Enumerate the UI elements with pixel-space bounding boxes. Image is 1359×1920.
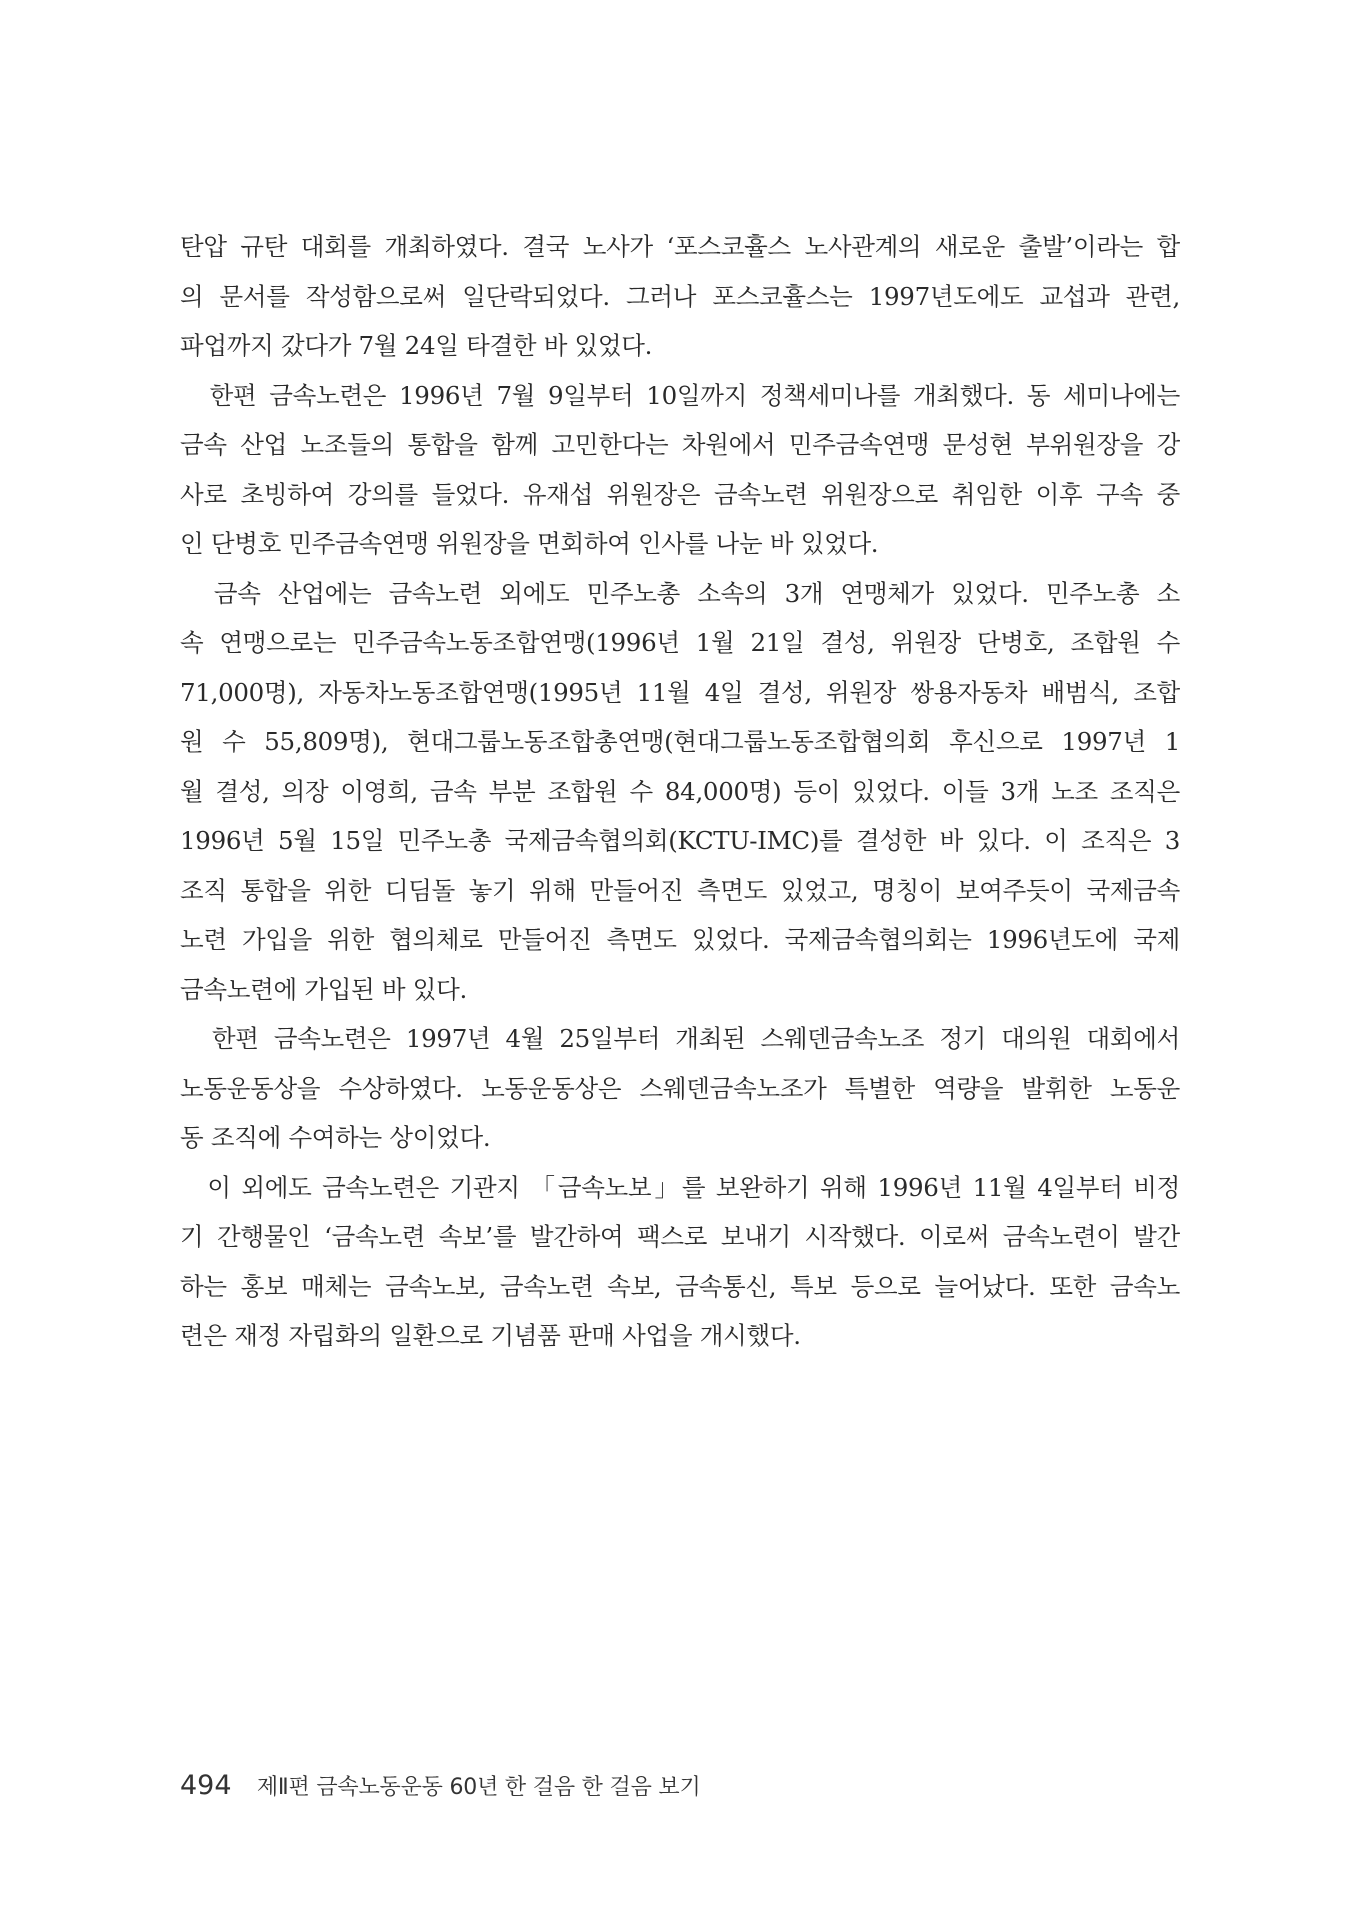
text-line: 인 단병호 민주금속연맹 위원장을 면회하여 인사를 나눈 바 있었다. (180, 529, 879, 558)
text-line: 한편 금속노련은 1996년 7월 9일부터 10일까지 정책세미나를 개최했다. 동 세미나에는 (180, 380, 1180, 410)
text-line: 탄압 규탄 대회를 개최하였다. 결국 노사가 ‘포스코휼스 노사관계의 새로운 출발’이라는 합 (180, 232, 1180, 261)
text-line: 기 간행물인 ‘금속노련 속보’를 발간하여 팩스로 보내기 시작했다. 이로써 금속노련이 발간 (180, 1222, 1180, 1251)
text-line: 노련 가입을 위한 협의체로 만들어진 측면도 있었다. 국제금속협의회는 1996년도에 국제 (180, 925, 1180, 954)
text-line: 사로 초빙하여 강의를 들었다. 유재섭 위원장은 금속노련 위원장으로 취임한 이후 구속 중 (180, 479, 1180, 509)
text-line: 의 문서를 작성함으로써 일단락되었다. 그러나 포스코휼스는 1997년도에도 교섭과 관련, (180, 281, 1180, 311)
text-line: 71,000명), 자동차노동조합연맹(1995년 11월 4일 결성, 위원장 쌍용자동차 배범식, 조합 (180, 677, 1180, 707)
text-line: 속 연맹으로는 민주금속노동조합연맹(1996년 1월 21일 결성, 위원장 단병호, 조합원 수 (180, 628, 1180, 657)
text-line: 금속 산업 노조들의 통합을 함께 고민한다는 차원에서 민주금속연맹 문성현 부위원장을 강 (180, 430, 1180, 459)
text-line: 1996년 5월 15일 민주노총 국제금속협의회(KCTU-IMC)를 결성한 바 있다. 이 조직은 3 (180, 826, 1180, 855)
page-number: 494 (180, 1770, 232, 1801)
body-text (180, 222, 1180, 1361)
text-line: 원 수 55,809명), 현대그룹노동조합총연맹(현대그룹노동조합협의회 후신으로 1997년 1 (180, 727, 1180, 756)
text-line: 노동운동상을 수상하였다. 노동운동상은 스웨덴금속노조가 특별한 역량을 발휘한 노동운 (180, 1073, 1180, 1103)
text-line: 금속 산업에는 금속노련 외에도 민주노총 소속의 3개 연맹체가 있었다. 민주노총 소 (180, 578, 1180, 608)
text-line: 련은 재정 자립화의 일환으로 기념품 판매 사업을 개시했다. (180, 1321, 801, 1350)
page-footer (180, 1768, 701, 1804)
text-line: 파업까지 갔다가 7월 24일 타결한 바 있었다. (180, 331, 653, 360)
text-line: 금속노련에 가입된 바 있다. (180, 974, 467, 1004)
text-line: 조직 통합을 위한 디딤돌 놓기 위해 만들어진 측면도 있었고, 명칭이 보여주듯이 국제금속 (180, 875, 1180, 905)
text-line: 이 외에도 금속노련은 기관지 「금속노보」를 보완하기 위해 1996년 11월 4일부터 비정 (180, 1172, 1180, 1202)
text-line: 월 결성, 의장 이영희, 금속 부분 조합원 수 84,000명) 등이 있었다. 이들 3개 노조 조직은 (180, 776, 1180, 806)
running-head: 제Ⅱ편 금속노동운동 60년 한 걸음 한 걸음 보기 (256, 1775, 701, 1800)
text-line: 한편 금속노련은 1997년 4월 25일부터 개최된 스웨덴금속노조 정기 대의원 대회에서 (180, 1024, 1180, 1053)
text-line: 동 조직에 수여하는 상이었다. (180, 1123, 491, 1152)
text-line: 하는 홍보 매체는 금속노보, 금속노련 속보, 금속통신, 특보 등으로 늘어났다. 또한 금속노 (180, 1271, 1180, 1301)
